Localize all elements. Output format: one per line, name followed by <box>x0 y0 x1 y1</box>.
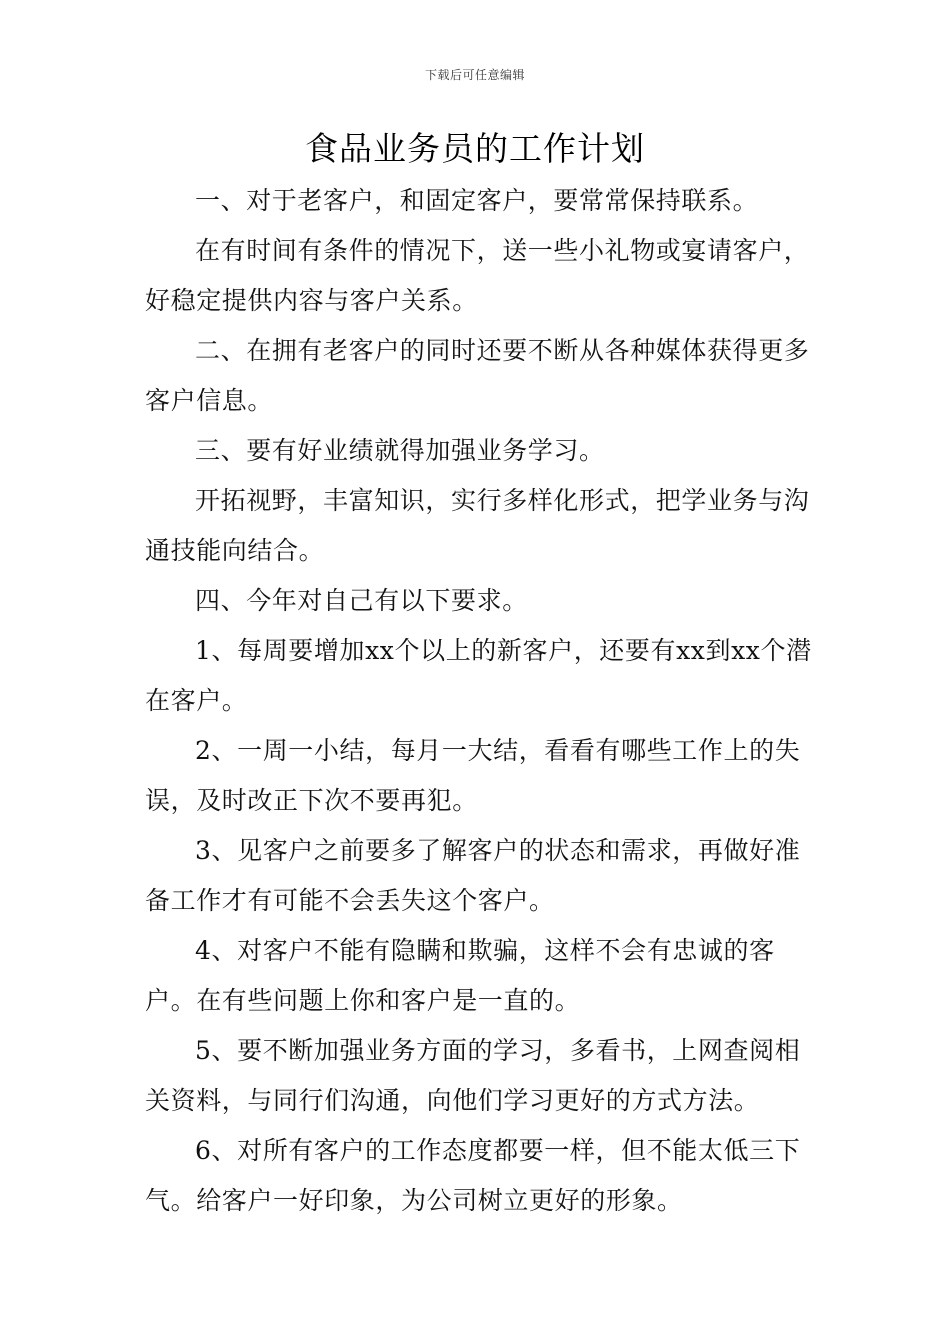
paragraph: 2、一周一小结，每月一大结，看看有哪些工作上的失误，及时改正下次不要再犯。 <box>145 736 801 815</box>
paragraph: 开拓视野，丰富知识，实行多样化形式，把学业务与沟通技能向结合。 <box>145 486 810 565</box>
paragraph: 一、对于老客户，和固定客户，要常常保持联系。 <box>195 186 759 215</box>
document-body <box>145 176 825 1226</box>
paragraph: 四、今年对自己有以下要求。 <box>195 586 528 615</box>
paragraph: 二、在拥有老客户的同时还要不断从各种媒体获得更多客户信息。 <box>145 336 810 415</box>
header-note: 下载后可任意编辑 <box>424 68 525 82</box>
paragraph: 4、对客户不能有隐瞒和欺骗，这样不会有忠诚的客户。在有些问题上你和客户是一直的。 <box>145 936 775 1015</box>
paragraph: 3、见客户之前要多了解客户的状态和需求，再做好准备工作才有可能不会丢失这个客户。 <box>145 836 801 915</box>
paragraph: 5、要不断加强业务方面的学习，多看书，上网查阅相关资料，与同行们沟通，向他们学习更好的方式方法。 <box>145 1036 801 1115</box>
paragraph: 三、要有好业绩就得加强业务学习。 <box>195 436 605 465</box>
document-title: 食品业务员的工作计划 <box>305 129 645 168</box>
paragraph: 1、每周要增加xx个以上的新客户，还要有xx到xx个潜在客户。 <box>145 636 812 715</box>
paragraph: 6、对所有客户的工作态度都要一样，但不能太低三下气。给客户一好印象，为公司树立更好的形象。 <box>145 1136 801 1215</box>
paragraph: 在有时间有条件的情况下，送一些小礼物或宴请客户，好稳定提供内容与客户关系。 <box>145 236 810 315</box>
